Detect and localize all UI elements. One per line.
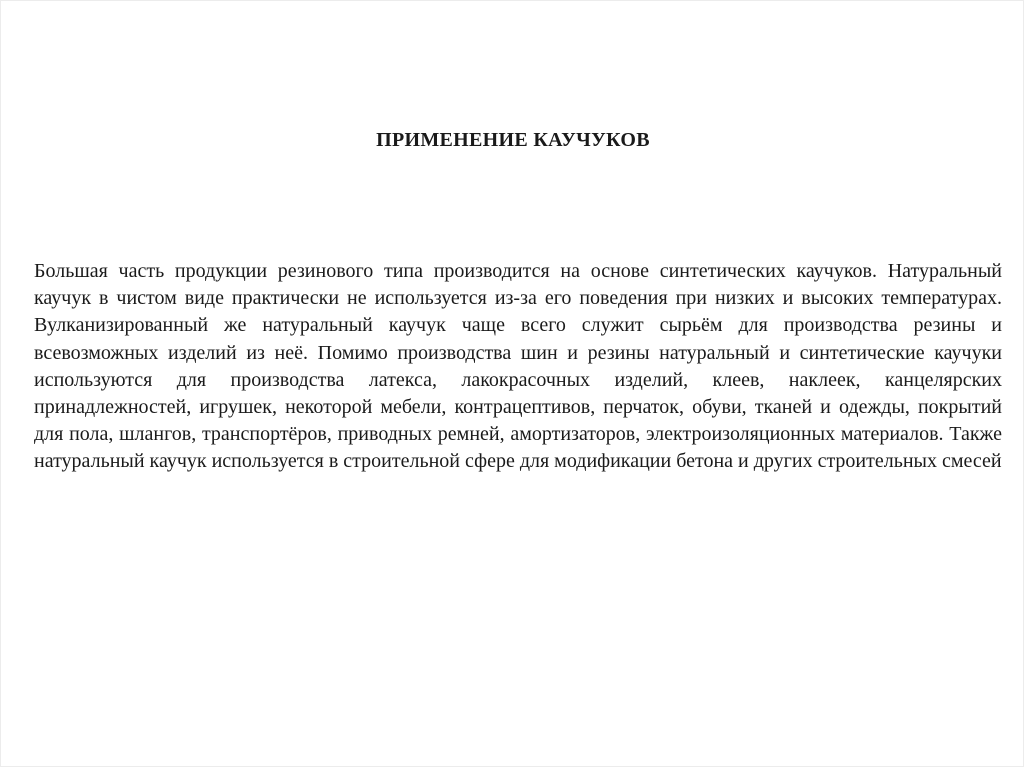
page-title: ПРИМЕНЕНИЕ КАУЧУКОВ (376, 129, 650, 151)
body-paragraph: Большая часть продукции резинового типа производится на основе синтетических каучуков. Натуральный каучук в чистом виде практически не используется из-за его поведения при низких и высоких температурах. Вулканизированный же натуральный каучук чаще всего служит сырьём для производства резины и всевозможных изделий из неё. Помимо производства шин и резины натуральный и синтетические каучуки используются для производства латекса, лакокрасочных изделий, клеев, наклеек, канцелярских принадлежностей, игрушек, некоторой мебели, контрацептивов, перчаток, обуви, тканей и одежды, покрытий для пола, шлангов, транспортёров, приводных ремней, амортизаторов, электроизоляционных материалов. Также натуральный каучук используется в строительной сфере для модификации бетона и других строительных смесей (34, 260, 1002, 473)
